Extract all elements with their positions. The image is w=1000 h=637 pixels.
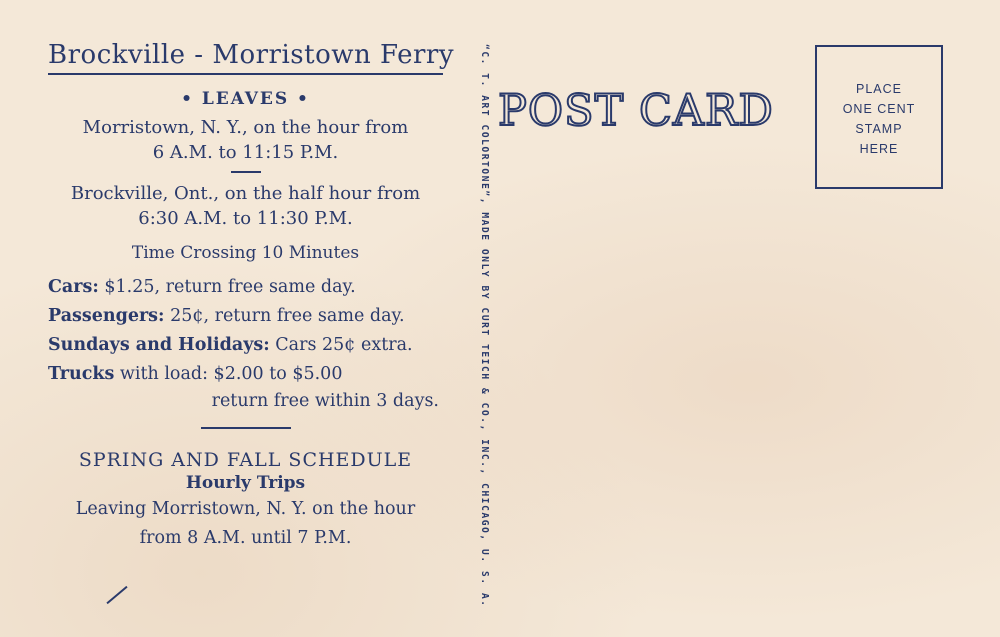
stamp-box (815, 45, 943, 189)
leaving-line-1: Leaving Morristown, N. Y. on the hour (75, 499, 416, 519)
hourly-trips: Hourly Trips (185, 473, 306, 493)
stamp-line: ONE CENT (842, 102, 916, 116)
ferry-schedule (48, 40, 455, 551)
section-divider (201, 427, 291, 429)
crossing-time: Time Crossing 10 Minutes (131, 243, 360, 263)
leaves-heading: • LEAVES • (181, 89, 310, 109)
divider (231, 171, 261, 173)
stamp-line: STAMP (855, 122, 903, 136)
rate-text: with load: $2.00 to $5.00 (114, 364, 343, 384)
trucks-return: return free within 3 days. (211, 391, 439, 411)
rate-passengers (48, 302, 443, 331)
rate-text: 25¢, return free same day. (164, 306, 405, 326)
spring-fall-heading: SPRING AND FALL SCHEDULE (78, 449, 413, 471)
morristown-line-2: 6 A.M. to 11:15 P.M. (152, 142, 339, 163)
rate-trucks (48, 360, 443, 389)
brockville-line-2: 6:30 A.M. to 11:30 P.M. (138, 208, 353, 229)
rate-label: Passengers: (48, 306, 165, 326)
rate-text: Cars 25¢ extra. (269, 335, 413, 355)
rate-text: $1.25, return free same day. (98, 277, 356, 297)
stamp-line: HERE (859, 142, 899, 156)
rate-sundays (48, 331, 443, 360)
rate-label: Sundays and Holidays: (48, 335, 270, 355)
rate-cars (48, 273, 443, 302)
morristown-line-1: Morristown, N. Y., on the hour from (82, 117, 409, 138)
stamp-line: PLACE (856, 82, 902, 96)
rate-label: Trucks (48, 364, 115, 384)
pen-mark (106, 586, 127, 604)
ferry-title: Brockville - Morristown Ferry (48, 40, 443, 75)
publisher-credit: “C. T. ART COLORTONE”, MADE ONLY BY CURT TEICH & CO., INC., CHICAGO, U. S. A. (479, 44, 490, 608)
leaving-line-2: from 8 A.M. until 7 P.M. (139, 528, 352, 548)
brockville-line-1: Brockville, Ont., on the half hour from (70, 183, 421, 204)
post-card-heading: POST CARD (498, 86, 774, 136)
rate-label: Cars: (48, 277, 99, 297)
